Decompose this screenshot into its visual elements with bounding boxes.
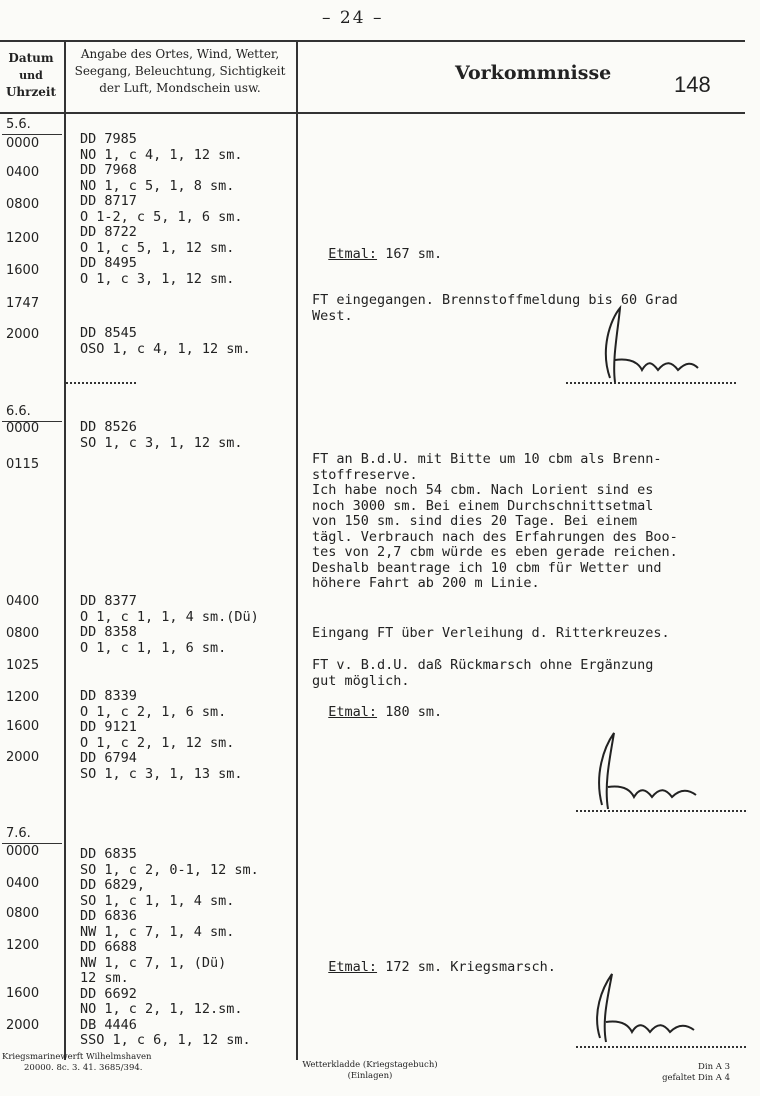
header-location-line: Seegang, Beleuchtung, Sichtigkeit xyxy=(74,64,286,78)
time-label: 0000 xyxy=(6,844,40,859)
footer-left-line: Kriegsmarinewerft Wilhelmshaven xyxy=(2,1052,152,1062)
date-label: 7.6. xyxy=(6,826,31,841)
time-label: 0800 xyxy=(6,906,40,921)
time-label: 0400 xyxy=(6,876,40,891)
header-col-events: Vorkommnisse xyxy=(455,62,612,84)
header-bottom-rule xyxy=(0,112,745,114)
time-label: 0000 xyxy=(6,136,40,151)
time-label: 1600 xyxy=(6,263,40,278)
header-col-date xyxy=(0,50,62,101)
footer-right-line: Din A 3 xyxy=(698,1062,730,1072)
position-entry: DD 8339 O 1, c 2, 1, 6 sm. DD 9121 O 1, c 2, 1, 12 sm. DD 6794 SO 1, c 3, 1, 13 sm. xyxy=(80,688,243,782)
header-location-line: Angabe des Ortes, Wind, Wetter, xyxy=(80,47,280,61)
column-divider-2 xyxy=(296,40,298,1060)
etmal-value: 172 sm. Kriegsmarsch. xyxy=(385,958,556,975)
time-label: 1200 xyxy=(6,938,40,953)
time-label: 2000 xyxy=(6,327,40,342)
etmal-value: 180 sm. xyxy=(385,703,443,720)
position-entry: DD 8545 OSO 1, c 4, 1, 12 sm. xyxy=(80,325,251,357)
time-label: 0800 xyxy=(6,197,40,212)
time-label: 1600 xyxy=(6,719,40,734)
footer-right xyxy=(650,1062,730,1084)
day-separator xyxy=(66,382,136,384)
footer-center-line: (Einlagen) xyxy=(347,1071,393,1081)
time-label: 2000 xyxy=(6,1018,40,1033)
event-entry: FT an B.d.U. mit Bitte um 10 cbm als Brenn- stoffreserve. Ich habe noch 54 cbm. Nach Lorient sind es noch 3000 sm. Bei einem Durchschnittsetmal von 150 sm. sind dies 20 Tage. Bei einem tägl. Verbrauch nach des Erfahrungen des Boo- tes von 2,7 cbm würde es eben gerade reichen. Deshalb beantrage ich 10 cbm für Wetter und höhere Fahrt ab 200 m Linie. xyxy=(312,451,678,591)
header-top-rule xyxy=(0,40,745,42)
time-label: 0115 xyxy=(6,457,40,472)
event-etmal xyxy=(312,689,442,720)
time-label: 1600 xyxy=(6,986,40,1001)
time-label: 1200 xyxy=(6,690,40,705)
header-col-location xyxy=(66,46,294,97)
time-label: 0000 xyxy=(6,421,40,436)
date-label: 5.6. xyxy=(6,117,31,132)
signature xyxy=(570,300,730,390)
event-entry: Eingang FT über Verleihung d. Ritterkreuzes. xyxy=(312,625,670,641)
signature-line xyxy=(566,382,736,384)
page-number: – 24 – xyxy=(322,8,384,28)
event-entry: FT v. B.d.U. daß Rückmarsch ohne Ergänzung gut möglich. xyxy=(312,657,654,689)
time-label: 0400 xyxy=(6,594,40,609)
header-date-line: und xyxy=(19,69,43,82)
header-location-line: der Luft, Mondschein usw. xyxy=(99,81,261,95)
footer-left-line: 20000. 8c. 3. 41. 3685/394. xyxy=(24,1063,143,1073)
footer-center-line: Wetterkladde (Kriegstagebuch) xyxy=(302,1060,438,1070)
footer-center xyxy=(300,1060,440,1082)
time-label: 1200 xyxy=(6,231,40,246)
signature xyxy=(560,725,730,815)
signature xyxy=(560,968,730,1048)
time-label: 0400 xyxy=(6,165,40,180)
event-etmal xyxy=(312,231,442,262)
column-divider-1 xyxy=(64,40,66,1060)
event-entry: FT eingegangen. Brennstoffmeldung bis 60 Grad West. xyxy=(312,292,678,324)
position-entry: DD 6835 SO 1, c 2, 0-1, 12 sm. DD 6829, SO 1, c 1, 1, 4 sm. DD 6836 NW 1, c 7, 1, 4 sm. DD 6688 NW 1, c 7, 1, (Dü) 12 sm. DD 6692 NO 1, c 2, 1, 12.sm. DB 4446 SSO 1, c 6, 1, 12 sm. xyxy=(80,846,259,1048)
sheet-number: 148 xyxy=(674,72,711,97)
etmal-value: 167 sm. xyxy=(385,245,443,262)
time-label: 0800 xyxy=(6,626,40,641)
footer-right-line: gefaltet Din A 4 xyxy=(662,1073,730,1083)
signature-line xyxy=(576,1046,746,1048)
etmal-label: Etmal: xyxy=(328,958,378,975)
time-label: 2000 xyxy=(6,750,40,765)
date-rule xyxy=(2,134,62,135)
position-entry: DD 8377 O 1, c 1, 1, 4 sm.(Dü) DD 8358 O 1, c 1, 1, 6 sm. xyxy=(80,593,259,656)
position-entry: DD 8526 SO 1, c 3, 1, 12 sm. xyxy=(80,419,243,451)
event-etmal xyxy=(312,944,556,975)
header-date-line: Datum xyxy=(8,51,54,65)
etmal-label: Etmal: xyxy=(328,245,378,262)
footer-left xyxy=(2,1052,152,1074)
position-entry: DD 7985 NO 1, c 4, 1, 12 sm. DD 7968 NO 1, c 5, 1, 8 sm. DD 8717 O 1-2, c 5, 1, 6 sm. DD 8722 O 1, c 5, 1, 12 sm. DD 8495 O 1, c 3, 1, 12 sm. xyxy=(80,131,243,287)
date-label: 6.6. xyxy=(6,404,31,419)
header-date-line: Uhrzeit xyxy=(5,85,57,99)
time-label: 1025 xyxy=(6,658,40,673)
time-label: 1747 xyxy=(6,296,40,311)
etmal-label: Etmal: xyxy=(328,703,378,720)
signature-line xyxy=(576,810,746,812)
